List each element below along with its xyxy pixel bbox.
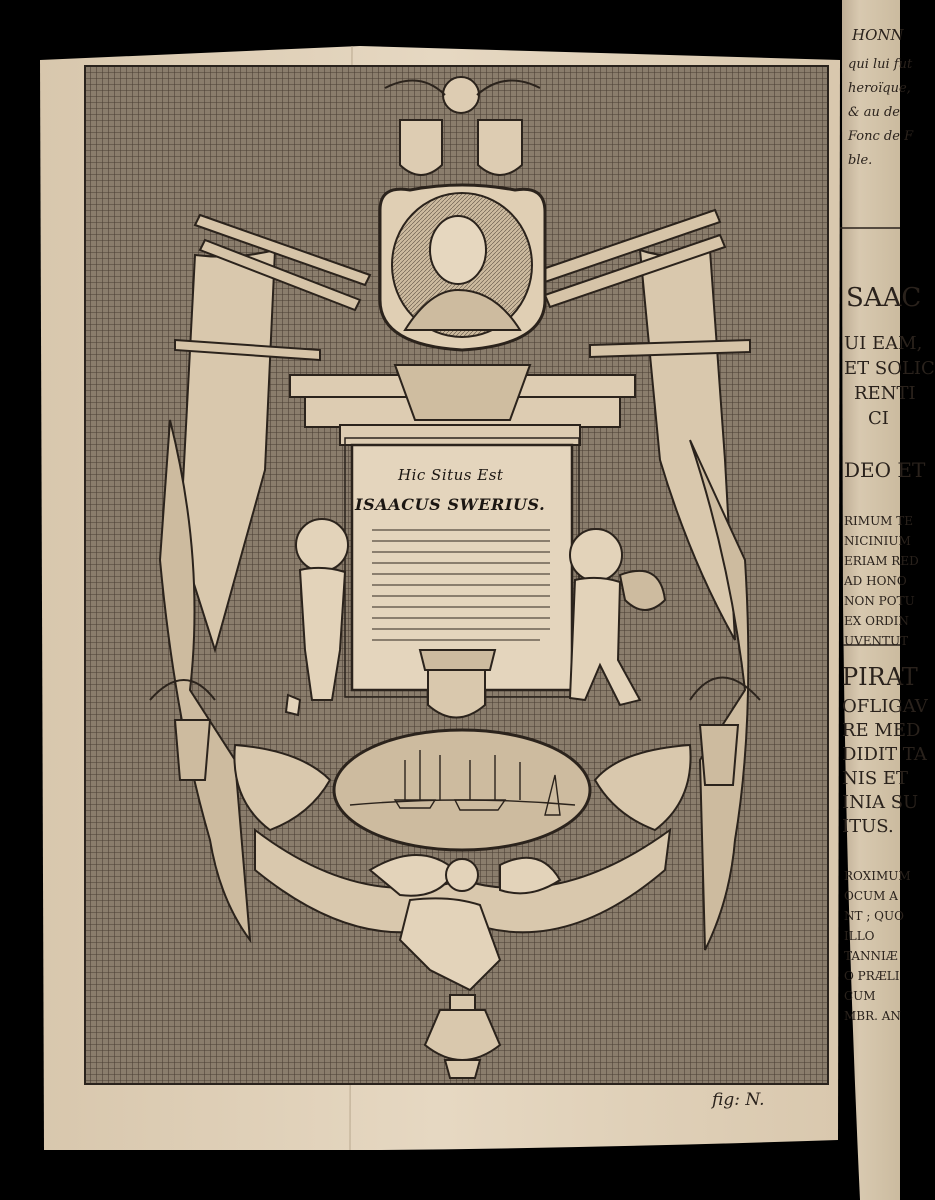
fp-line-19: UVENTUT <box>844 634 909 648</box>
fp-line-7: SAAC <box>846 283 922 313</box>
fp-line-22: RE MED <box>842 720 921 741</box>
fp-line-34: MBR. AN <box>844 1009 901 1023</box>
fp-line-25: INIA SU <box>842 792 919 813</box>
fp-line-27: ROXIMUM <box>844 869 911 883</box>
fp-line-33: CUM <box>844 989 876 1003</box>
fp-line-11: CI <box>868 408 889 429</box>
fp-line-29: NT ; QUO <box>844 909 904 923</box>
fp-line-9: ET SOLIC <box>844 358 935 379</box>
fp-line-20: PIRAT <box>842 663 918 691</box>
fp-line-12: DEO ET <box>844 458 926 482</box>
fp-line-1: HONN <box>852 26 904 44</box>
fp-line-15: ERIAM RED <box>844 554 919 568</box>
fp-line-13: RIMUM TE <box>844 514 914 528</box>
fp-line-30: ILLO <box>844 929 875 943</box>
fp-line-31: TANNIÆ <box>844 949 898 963</box>
fp-line-4: & au de <box>848 105 900 120</box>
fp-line-8: UI EAM, <box>844 333 923 354</box>
fp-line-3: heroïque, <box>848 81 911 96</box>
fp-line-5: Fonc de F <box>848 129 914 144</box>
fp-line-26: ITUS. <box>842 816 894 837</box>
fp-line-10: RENTI <box>854 383 916 404</box>
inscription-line-1: Hic Situs Est <box>398 466 504 484</box>
fp-line-2: qui lui fut <box>848 57 913 72</box>
fp-line-21: OFLIGAV <box>842 696 928 717</box>
plate-mark: fig: N. <box>712 1090 765 1110</box>
fp-line-32: O PRÆLI <box>844 969 900 983</box>
fp-line-14: NICINIUM <box>844 534 911 548</box>
inscription-line-2: ISAACUS SWERIUS. <box>355 495 546 514</box>
fp-line-28: OCUM A <box>844 889 898 903</box>
fp-line-17: NON POTU <box>844 594 915 608</box>
fp-line-18: EX ORDIN <box>844 614 909 628</box>
fp-line-23: DIDIT TA <box>842 744 927 765</box>
fp-line-16: AD HONO <box>844 574 907 588</box>
fp-line-24: NIS ET <box>842 768 909 789</box>
facing-page-text <box>838 0 935 1200</box>
fp-line-6: ble. <box>848 153 873 168</box>
